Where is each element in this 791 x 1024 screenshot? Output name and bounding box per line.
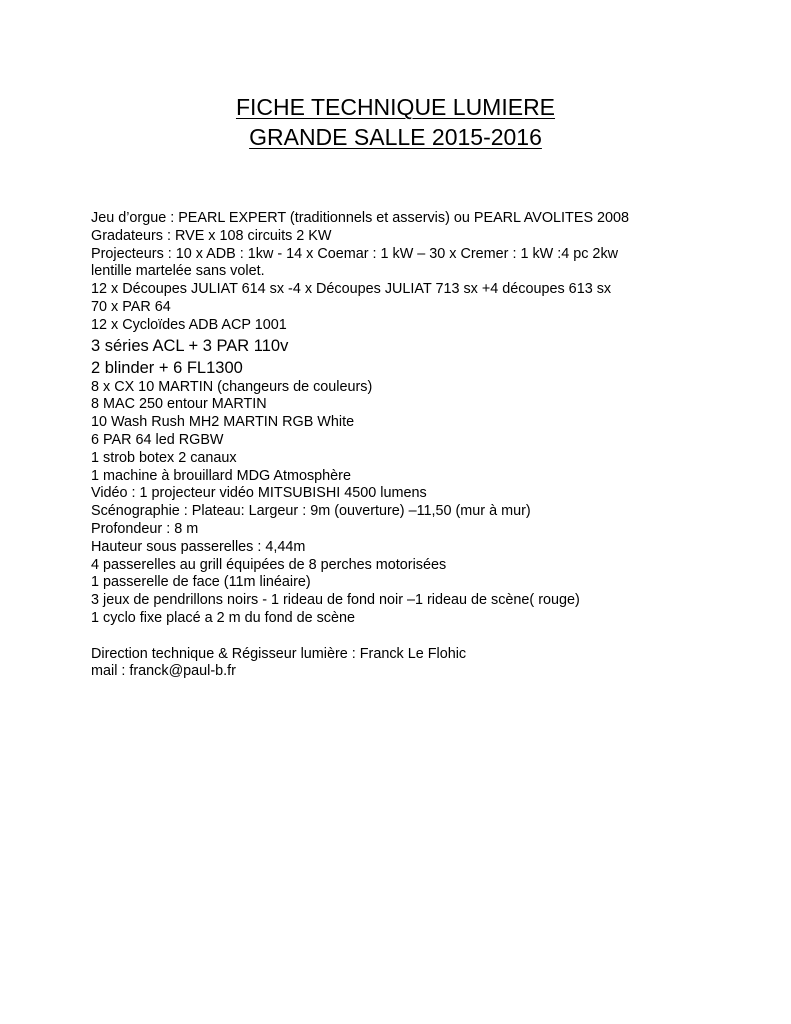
list-item-wash-rush: 10 Wash Rush MH2 MARTIN RGB White [91, 414, 355, 431]
list-item-fog-machine: 1 machine à brouillard MDG Atmosphère [91, 467, 351, 484]
list-item-mac250: 8 MAC 250 entour MARTIN [91, 396, 267, 413]
list-item-profiles: 12 x Découpes JULIAT 614 sx -4 x Découpes JULIAT 713 sx +4 découpes 613 sx [91, 281, 612, 298]
contact-mail: mail : franck@paul-b.fr [91, 663, 236, 680]
list-item-lighting-console: Jeu d’orgue : PEARL EXPERT (traditionnels et asservis) ou PEARL AVOLITES 2008 [91, 210, 630, 226]
list-item-blinder: 2 blinder + 6 FL1300 [91, 358, 243, 377]
list-item-color-changers: 8 x CX 10 MARTIN (changeurs de couleurs) [91, 378, 373, 395]
spacer [91, 628, 731, 646]
contact-direction: Direction technique & Régisseur lumière : Franck Le Flohic [91, 645, 467, 662]
list-item-drapes: 3 jeux de pendrillons noirs - 1 rideau de fond noir –1 rideau de scène( rouge) [91, 592, 580, 609]
list-item-height: Hauteur sous passerelles : 4,44m [91, 538, 306, 555]
list-item-acl: 3 séries ACL + 3 PAR 110v [91, 336, 289, 355]
list-item-stage: Scénographie : Plateau: Largeur : 9m (ouverture) –11,50 (mur à mur) [91, 503, 531, 520]
list-item-projectors: Projecteurs : 10 x ADB : 1kw - 14 x Coemar : 1 kW – 30 x Cremer : 1 kW :4 pc 2kw [91, 245, 619, 262]
title-line-1: FICHE TECHNIQUE LUMIERE [235, 94, 556, 120]
list-item-depth: Profondeur : 8 m [91, 520, 199, 537]
list-item-projectors-cont: lentille martelée sans volet. [91, 263, 265, 280]
list-item-dimmers: Gradateurs : RVE x 108 circuits 2 KW [91, 227, 332, 244]
list-item-par64: 70 x PAR 64 [91, 298, 171, 315]
list-item-strobe: 1 strob botex 2 canaux [91, 449, 237, 466]
list-item-par-led: 6 PAR 64 led RGBW [91, 431, 224, 448]
list-item-video: Vidéo : 1 projecteur vidéo MITSUBISHI 4500 lumens [91, 485, 427, 502]
equipment-list [91, 210, 731, 681]
list-item-front-catwalk: 1 passerelle de face (11m linéaire) [91, 574, 311, 591]
list-item-cyclo: 1 cyclo fixe placé a 2 m du fond de scène [91, 609, 355, 626]
list-item-grill-catwalks: 4 passerelles au grill équipées de 8 perches motorisées [91, 556, 447, 573]
document-title [0, 92, 791, 152]
title-line-2: GRANDE SALLE 2015-2016 [249, 124, 542, 150]
list-item-cyclos: 12 x Cycloïdes ADB ACP 1001 [91, 316, 287, 333]
